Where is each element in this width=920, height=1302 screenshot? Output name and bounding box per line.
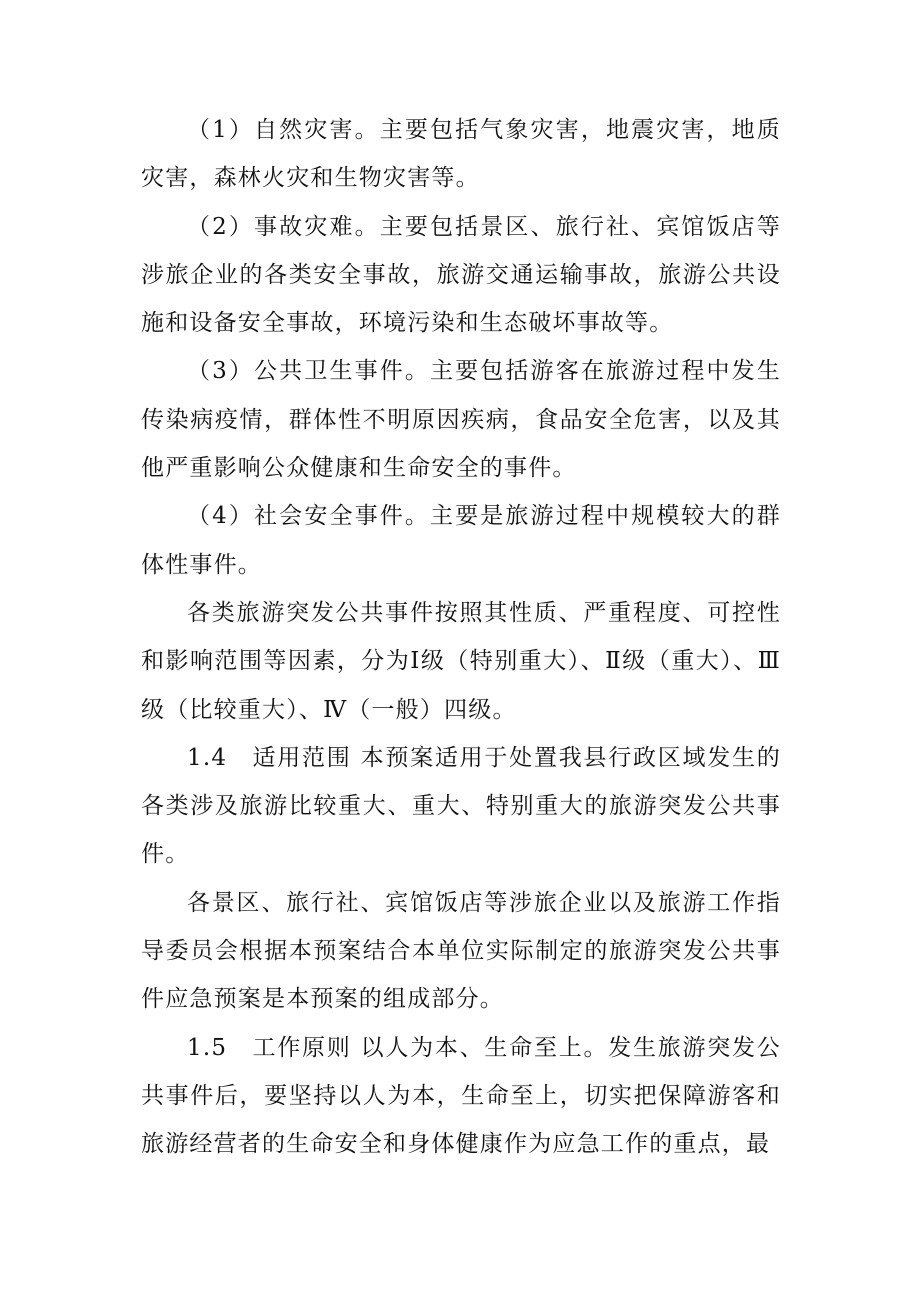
paragraph-social-security: （4）社会安全事件。主要是旅游过程中规模较大的群体性事件。 [141,503,781,578]
document-body [141,106,781,1169]
paragraph-enterprise-plans: 各景区、旅行社、宾馆饭店等涉旅企业以及旅游工作指导委员会根据本预案结合本单位实际制定的旅游突发公共事件应急预案是本预案的组成部分。 [141,889,781,1013]
paragraph-public-health: （3）公共卫生事件。主要包括游客在旅游过程中发生传染病疫情，群体性不明原因疾病，食品安全危害，以及其他严重影响公众健康和生命安全的事件。 [141,358,781,482]
paragraph-principles: 1.5 工作原则 以人为本、生命至上。发生旅游突发公共事件后，要坚持以人为本，生命至上，切实把保障游客和旅游经营者的生命安全和身体健康作为应急工作的重点，最 [141,1034,781,1158]
paragraph-event-levels: 各类旅游突发公共事件按照其性质、严重程度、可控性和影响范围等因素，分为Ⅰ级（特别重大）、Ⅱ级（重大）、Ⅲ级（比较重大）、Ⅳ（一般）四级。 [141,599,781,723]
paragraph-scope: 1.4 适用范围 本预案适用于处置我县行政区域发生的各类涉及旅游比较重大、重大、特别重大的旅游突发公共事件。 [141,744,781,868]
paragraph-accidents: （2）事故灾难。主要包括景区、旅行社、宾馆饭店等涉旅企业的各类安全事故，旅游交通运输事故，旅游公共设施和设备安全事故，环境污染和生态破坏事故等。 [141,213,781,337]
paragraph-natural-disasters: （1）自然灾害。主要包括气象灾害，地震灾害，地质灾害，森林火灾和生物灾害等。 [141,117,781,192]
